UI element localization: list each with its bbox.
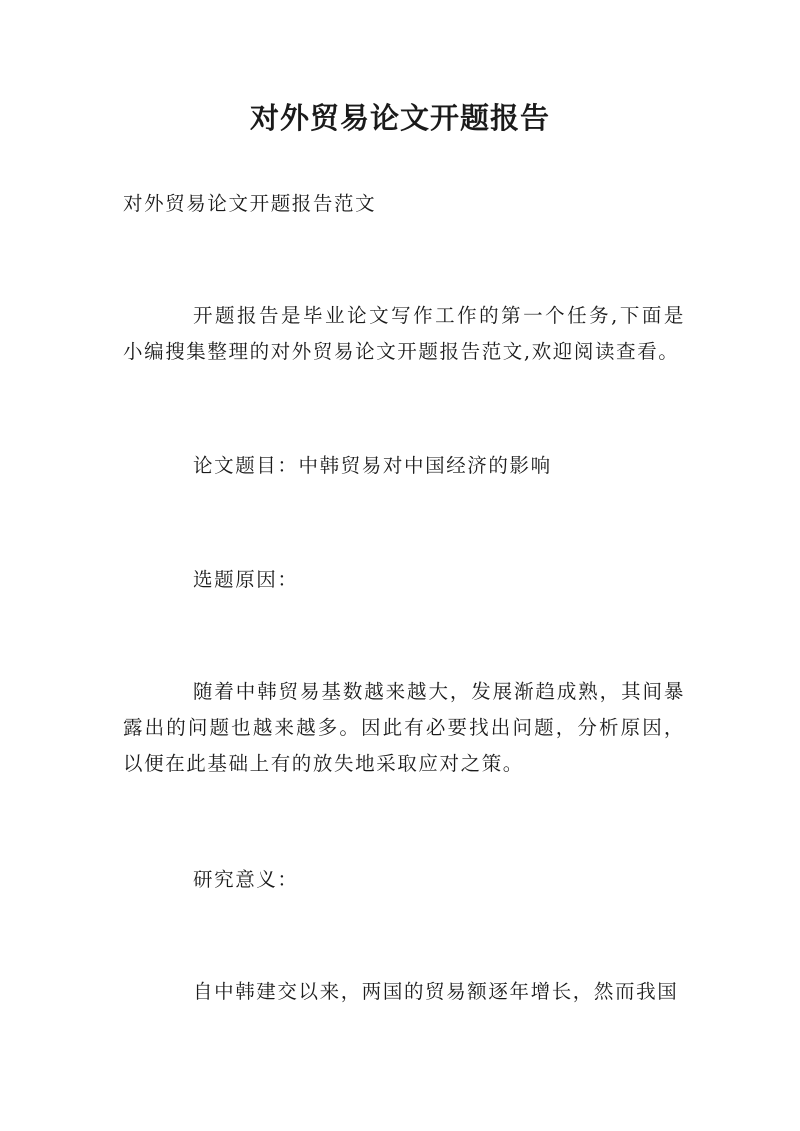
research-significance-heading: 研究意义： xyxy=(193,868,299,891)
thesis-topic-paragraph: 论文题目：中韩贸易对中国经济的影响 xyxy=(193,454,552,477)
subtitle-paragraph: 对外贸易论文开题报告范文 xyxy=(123,192,377,215)
research-significance-paragraph: 自中韩建交以来，两国的贸易额逐年增长，然而我国 xyxy=(193,980,679,1003)
intro-paragraph: 开题报告是毕业论文写作工作的第一个任务,下面是小编搜集整理的对外贸易论文开题报告范文,欢迎阅读查看。 xyxy=(123,304,685,363)
topic-reason-paragraph: 随着中韩贸易基数越来越大，发展渐趋成熟，其间暴露出的问题也越来越多。因此有必要找出问题，分析原因，以便在此基础上有的放失地采取应对之策。 xyxy=(123,680,685,775)
document-title: 对外贸易论文开题报告 xyxy=(249,101,550,135)
topic-reason-heading: 选题原因： xyxy=(193,568,299,591)
